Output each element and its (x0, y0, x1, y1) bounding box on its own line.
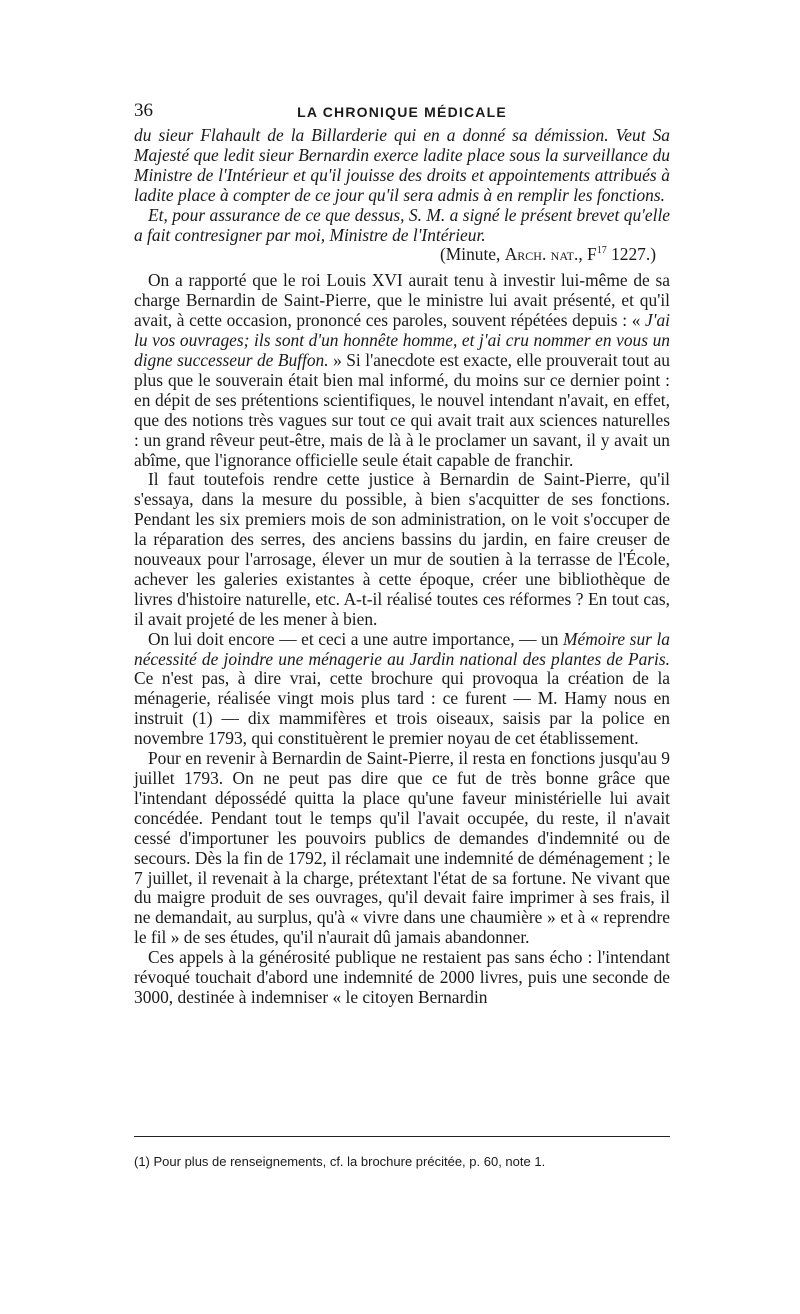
running-header (134, 100, 670, 126)
source-close: 1227.) (606, 244, 656, 265)
paragraph-memoire (134, 630, 670, 749)
paragraph-fonctions: Il faut toutefois rendre cette justice à Bernardin de Saint-Pierre, qu'il s'essaya, dans la mesure du possible, à bien s'acquitter de ses fonctions. Pendant les six premiers mois de son administration, on le voit s'occuper de la réparation des serres, des anciens bassins du jardin, en faire creuser de nouveaux pour l'arrosage, élever un mur de soutien à la terrasse de l'École, achever les galeries existantes à cette époque, créer une bibliothèque de livres d'histoire naturelle, etc. A-t-il réalisé toutes ces réformes ? En tout cas, il avait projeté de les mener à bien. (134, 469, 670, 629)
brevet-closing: Et, pour assurance de ce que dessus, S. M. a signé le présent brevet qu'elle a fait contresigner par moi, Ministre de l'Intérieur. (134, 204, 670, 245)
p3-after: Ce n'est pas, à dire vrai, cette brochure qui provoqua la création de la ménagerie, réalisée vingt mois plus tard : ce furent — M. Hamy nous en instruit (1) — dix mammifères et trois oiseaux, saisis par la police en novembre 1793, qui constituèrent le premier noyau de cet établissement. (134, 668, 670, 749)
footnote: (1) Pour plus de renseignements, cf. la brochure précitée, p. 60, note 1. (134, 1154, 546, 1169)
archive-source (134, 245, 670, 265)
source-archive: Arch. nat. (504, 244, 579, 265)
source-open: (Minute, (440, 244, 505, 265)
footnote-rule (134, 1136, 670, 1137)
p1-quote: J'ai lu vos ouvrages; ils sont d'un honnête homme, et j'ai cru nommer en vous un digne successeur de Buffon. (134, 310, 670, 370)
source-f: , F (578, 244, 597, 265)
p3-title: Mémoire sur la nécessité de joindre une ménagerie au Jardin national des plantes de Paris. (134, 628, 670, 669)
p1-after: » Si l'anecdote est exacte, elle prouverait tout au plus que le souverain était bien mal informé, du moins sur ce dernier point : en dépit de ses prétentions scientifiques, le nouvel intendant n'avait, en effet, que des notions très vagues sur tout ce qui avait trait aux sciences naturelles : un grand rêveur peut-être, mais de là à le proclamer un savant, il y avait un abîme, que l'ignorance officielle seule était capable de franchir. (134, 349, 671, 470)
paragraph-louis-xvi (134, 271, 670, 470)
page-number: 36 (134, 100, 153, 121)
journal-title: LA CHRONIQUE MÉDICALE (297, 104, 507, 120)
body-text (134, 126, 670, 1008)
source-sup: 17 (596, 245, 607, 257)
p3-before: On lui doit encore — et ceci a une autre importance, — un (148, 628, 563, 649)
paragraph-fin-fonctions: Pour en revenir à Bernardin de Saint-Pierre, il resta en fonctions jusqu'au 9 juillet 1793. On ne peut pas dire que ce fut de très bonne grâce que l'intendant dépossédé quitta la place qu'une faveur ministérielle lui avait concédée. Pendant tout le temps qu'il l'avait occupée, du reste, il n'avait cessé d'importuner les pouvoirs publics de demandes d'indemnité ou de secours. Dès la fin de 1792, il réclamait une indemnité de déménagement ; le 7 juillet, il revenait à la charge, prétextant l'état de sa fortune. Ne vivant que du maigre produit de ses ouvrages, qu'il devait faire imprimer à ses frais, il ne demandait, au surplus, qu'à « vivre dans une chaumière » et à « reprendre le fil » de ses études, qu'il n'aurait dû jamais abandonner. (134, 748, 670, 948)
paragraph-appels: Ces appels à la générosité publique ne restaient pas sans écho : l'intendant révoqué touchait d'abord une indemnité de 2000 livres, puis une seconde de 3000, destinée à indemniser « le citoyen Bernardin (134, 947, 670, 1007)
p1-before: On a rapporté que le roi Louis XVI aurait tenu à investir lui-même de sa charge Bernardin de Saint-Pierre, que le ministre lui avait présenté, et qu'il avait, à cette occasion, prononcé ces paroles, souvent répétées depuis : « (134, 270, 670, 331)
brevet-text: du sieur Flahault de la Billarderie qui en a donné sa démission. Veut Sa Majesté que ledit sieur Bernardin exerce ladite place sous la surveillance du Ministre de l'Intérieur et qu'il jouisse des droits et appointements attribués à ladite place à compter de ce jour qu'il sera admis à en remplir les fonctions. (134, 125, 670, 205)
